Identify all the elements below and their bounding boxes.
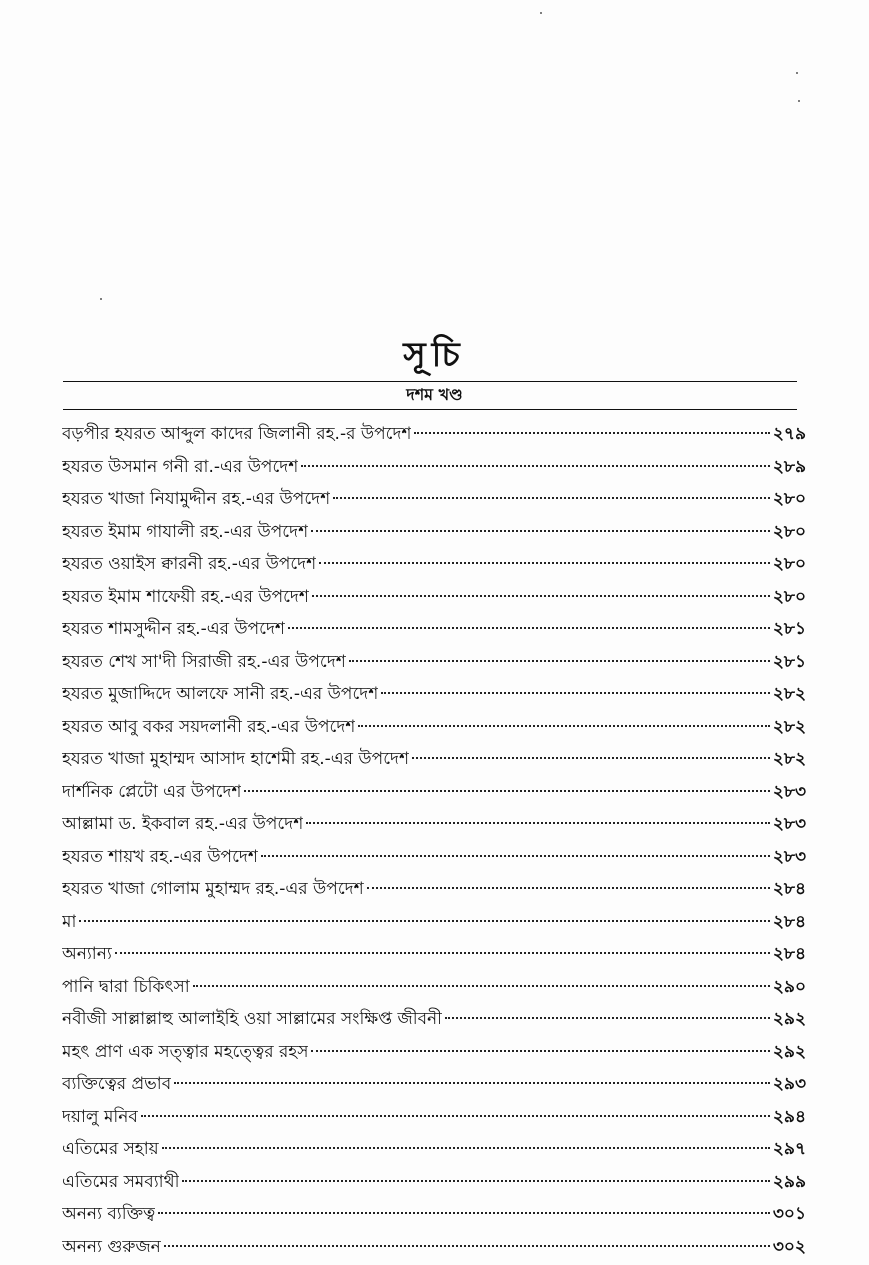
dot-leader [244, 790, 769, 792]
toc-entry-label: পানি দ্বারা চিকিৎসা [62, 973, 190, 1001]
toc-entry-page-number: ২৮১ [773, 648, 806, 676]
dot-leader [79, 920, 770, 922]
toc-entry-page-number: ২৮০ [773, 550, 806, 578]
toc-entry-page-number: ৩০১ [773, 1200, 806, 1228]
toc-entry [62, 778, 806, 811]
toc-entry-label: বড়পীর হযরত আব্দুল কাদের জিলানী রহ.-র উপদেশ [62, 420, 411, 448]
toc-entry-page-number: ২৮৪ [773, 875, 806, 903]
dot-leader [412, 757, 770, 759]
toc-entry-label: হযরত ওয়াইস ক্বারনী রহ.-এর উপদেশ [62, 550, 316, 578]
toc-entry-page-number: ২৮২ [773, 713, 806, 741]
toc-entry [62, 713, 806, 746]
toc-entry-label: হযরত খাজা গোলাম মুহাম্মদ রহ.-এর উপদেশ [62, 875, 364, 903]
toc-entry-page-number: ২৮৩ [773, 778, 806, 806]
toc-entry-label: দয়ালু মনিব [62, 1103, 138, 1131]
toc-entry-label: হযরত ইমাম শাফেয়ী রহ.-এর উপদেশ [62, 583, 309, 611]
section-heading: দশম খণ্ড [0, 383, 869, 407]
toc-entry-label: এতিমের সহায় [62, 1135, 159, 1163]
toc-entry-label: অন্যান্য [62, 940, 112, 968]
dot-leader [158, 1212, 770, 1214]
dot-leader [261, 855, 770, 857]
dot-leader [311, 530, 770, 532]
toc-entry [62, 1168, 806, 1201]
dot-leader [301, 465, 770, 467]
toc-entry-label: মহৎ প্রাণ এক সত্ত্বার মহত্ত্বের রহস [62, 1038, 308, 1066]
dot-leader [162, 1147, 770, 1149]
toc-entry-page-number: ২৮৯ [773, 453, 806, 481]
dot-leader [358, 725, 770, 727]
dot-leader [312, 595, 770, 597]
toc-entry-label: হযরত উসমান গনী রা.-এর উপদেশ [62, 453, 298, 481]
toc-entry-page-number: ২৯০ [773, 973, 806, 1001]
divider-top [63, 381, 797, 382]
toc-entry-label: হযরত আবু বকর সয়দলানী রহ.-এর উপদেশ [62, 713, 355, 741]
toc-entry [62, 583, 806, 616]
toc-entry [62, 1070, 806, 1103]
table-of-contents [62, 420, 806, 1265]
toc-entry-page-number: ২৮৩ [773, 843, 806, 871]
dot-leader [182, 1180, 769, 1182]
dot-leader [193, 985, 770, 987]
toc-entry-label: হযরত ইমাম গাযালী রহ.-এর উপদেশ [62, 518, 308, 546]
toc-entry [62, 745, 806, 778]
dot-leader [445, 1017, 770, 1019]
toc-entry-page-number: ২৮৪ [773, 940, 806, 968]
dot-leader [381, 692, 770, 694]
toc-entry-label: হযরত মুজাদ্দিদে আলফে সানী রহ.-এর উপদেশ [62, 680, 378, 708]
toc-entry-page-number: ২৮২ [773, 680, 806, 708]
toc-entry [62, 615, 806, 648]
toc-entry [62, 973, 806, 1006]
scan-speck [798, 100, 800, 102]
scan-speck [540, 12, 542, 14]
toc-entry-page-number: ২৮৪ [773, 908, 806, 936]
toc-entry-page-number: ২৯২ [773, 1038, 806, 1066]
toc-entry-label: এতিমের সমব্যাথী [62, 1168, 179, 1196]
toc-entry [62, 1200, 806, 1233]
toc-entry [62, 453, 806, 486]
toc-entry [62, 810, 806, 843]
dot-leader [115, 952, 770, 954]
toc-entry [62, 648, 806, 681]
toc-entry-page-number: ২৭৯ [773, 420, 806, 448]
toc-entry [62, 420, 806, 453]
toc-entry-page-number: ২৮০ [773, 485, 806, 513]
toc-entry-label: হযরত খাজা মুহাম্মদ আসাদ হাশেমী রহ.-এর উপদেশ [62, 745, 409, 773]
toc-entry-label: হযরত শেখ সা'দী সিরাজী রহ.-এর উপদেশ [62, 648, 346, 676]
toc-entry [62, 1005, 806, 1038]
toc-entry [62, 680, 806, 713]
toc-entry-label: দার্শনিক প্লেটো এর উপদেশ [62, 778, 241, 806]
toc-entry [62, 485, 806, 518]
dot-leader [311, 1050, 769, 1052]
toc-entry-page-number: ৩০২ [773, 1233, 806, 1261]
toc-entry-page-number: ২৮০ [773, 518, 806, 546]
toc-entry-label: অনন্য ব্যক্তিত্ব [62, 1200, 155, 1228]
dot-leader [367, 887, 770, 889]
toc-entry [62, 940, 806, 973]
toc-entry-label: ব্যক্তিত্বের প্রভাব [62, 1070, 171, 1098]
toc-entry-label: হযরত খাজা নিযামুদ্দীন রহ.-এর উপদেশ [62, 485, 330, 513]
scan-speck [796, 72, 798, 74]
toc-entry [62, 908, 806, 941]
toc-entry-page-number: ২৯৩ [773, 1070, 806, 1098]
toc-entry [62, 550, 806, 583]
toc-entry-label: হযরত শায়খ রহ.-এর উপদেশ [62, 843, 258, 871]
dot-leader [414, 432, 769, 434]
toc-entry-label: নবীজী সাল্লাল্লাহু আলাইহি ওয়া সাল্লামের সংক্ষিপ্ত জীবনী [62, 1005, 442, 1033]
dot-leader [164, 1245, 770, 1247]
toc-entry [62, 875, 806, 908]
toc-entry-page-number: ২৯২ [773, 1005, 806, 1033]
dot-leader [174, 1082, 770, 1084]
toc-entry-page-number: ২৮০ [773, 583, 806, 611]
toc-entry [62, 1135, 806, 1168]
dot-leader [349, 660, 770, 662]
toc-entry [62, 1233, 806, 1265]
toc-entry [62, 1038, 806, 1071]
toc-entry-label: অনন্য গুরুজন [62, 1233, 161, 1261]
dot-leader [141, 1115, 770, 1117]
toc-entry-page-number: ২৮৩ [773, 810, 806, 838]
scan-speck [100, 298, 102, 300]
toc-entry-label: মা [62, 908, 76, 936]
toc-entry-page-number: ২৯৪ [773, 1103, 806, 1131]
toc-entry-label: হযরত শামসুদ্দীন রহ.-এর উপদেশ [62, 615, 285, 643]
divider-bottom [63, 409, 797, 410]
dot-leader [288, 627, 770, 629]
toc-entry [62, 518, 806, 551]
dot-leader [319, 562, 770, 564]
dot-leader [306, 822, 770, 824]
toc-entry-label: আল্লামা ড. ইকবাল রহ.-এর উপদেশ [62, 810, 303, 838]
toc-entry-page-number: ২৮২ [773, 745, 806, 773]
toc-entry-page-number: ২৯৭ [773, 1135, 806, 1163]
toc-entry-page-number: ২৯৯ [773, 1168, 806, 1196]
page-title: সূচি [0, 333, 869, 377]
toc-entry [62, 843, 806, 876]
dot-leader [333, 497, 770, 499]
toc-entry-page-number: ২৮১ [773, 615, 806, 643]
toc-entry [62, 1103, 806, 1136]
